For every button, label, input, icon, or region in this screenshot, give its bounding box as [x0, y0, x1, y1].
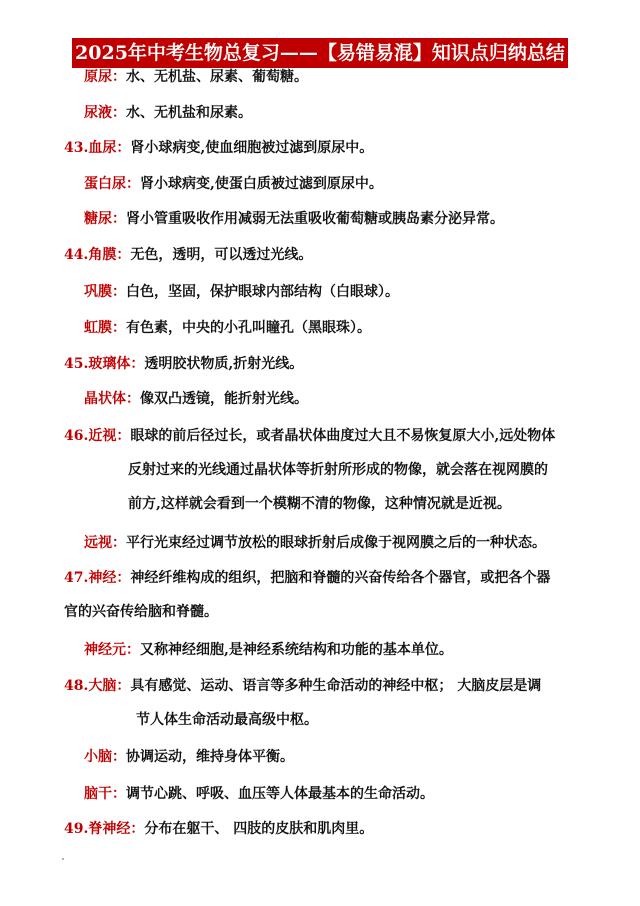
entry-primary-urine — [84, 66, 308, 88]
entry-text: 无色，透明，可以透过光线。 — [130, 247, 313, 263]
entry-myopia-continued: 前方,这样就会看到一个模糊不清的物像，这种情况就是近视。 — [128, 496, 511, 512]
entry-text: 眼球的前后径过长，或者晶状体曲度过大且不易恢复原大小,远处物体 — [130, 428, 556, 444]
entry-nerve — [64, 567, 550, 589]
entry-vitreous-body — [64, 353, 303, 375]
entry-text: 调节心跳、呼吸、血压等人体最基本的生命活动。 — [126, 786, 434, 802]
entry-term: 44.角膜： — [64, 247, 131, 263]
entry-hematuria — [64, 137, 373, 159]
entry-glycosuria — [84, 208, 504, 230]
entry-brainstem — [84, 783, 434, 805]
entry-cerebrum-continued: 节人体生命活动最高级中枢。 — [136, 712, 318, 728]
entry-text: 平行光束经过调节放松的眼球折射后成像于视网膜之后的一种状态。 — [126, 535, 546, 551]
entry-text: 又称神经细胞,是神经系统结构和功能的基本单位。 — [140, 642, 453, 658]
entry-term: 48.大脑： — [64, 678, 131, 694]
entry-sclera — [84, 281, 399, 303]
entry-text: 有色素，中央的小孔叫瞳孔（黑眼珠）。 — [126, 320, 371, 336]
entry-lens — [84, 388, 308, 410]
entry-text: 肾小球病变,使血细胞被过滤到原尿中。 — [130, 140, 374, 156]
entry-term: 46.近视： — [64, 428, 131, 444]
scan-speck — [62, 858, 64, 860]
entry-term: 45.玻璃体： — [64, 356, 145, 372]
entry-term: 糖尿： — [84, 211, 126, 227]
entry-term: 脑干： — [84, 786, 126, 802]
entry-text: 肾小管重吸收作用减弱无法重吸收葡萄糖或胰岛素分泌异常。 — [126, 211, 504, 227]
entry-text: 具有感觉、运动、语言等多种生命活动的神经中枢； 大脑皮层是调 — [130, 678, 542, 694]
entry-term: 蛋白尿： — [84, 176, 140, 192]
entry-spinal-nerve — [64, 818, 373, 840]
entry-term: 神经元： — [84, 642, 140, 658]
entry-term: 巩膜： — [84, 284, 126, 300]
entry-neuron — [84, 639, 453, 661]
entry-text: 水、无机盐、尿素、葡萄糖。 — [126, 69, 308, 85]
entry-text: 分布在躯干、 四肢的皮肤和肌肉里。 — [144, 821, 374, 837]
entry-proteinuria — [84, 173, 383, 195]
entry-nerve-continued: 官的兴奋传给脑和脊髓。 — [64, 604, 218, 620]
entry-term: 原尿： — [84, 69, 126, 85]
entry-text: 白色，坚固，保护眼球内部结构（白眼球）。 — [126, 284, 399, 300]
entry-term: 43.血尿： — [64, 140, 131, 156]
entry-iris — [84, 317, 371, 339]
entry-cerebellum — [84, 746, 294, 768]
entry-term: 47.神经： — [64, 570, 131, 586]
entry-term: 尿液： — [84, 105, 126, 121]
entry-text: 像双凸透镜，能折射光线。 — [140, 391, 308, 407]
entry-urine — [84, 102, 252, 124]
page-title: 2025年中考生物总复习——【易错易混】知识点归纳总结 — [72, 38, 568, 68]
entry-text: 透明胶状物质,折射光线。 — [144, 356, 304, 372]
entry-term: 小脑： — [84, 749, 126, 765]
entry-term: 虹膜： — [84, 320, 126, 336]
entry-hyperopia — [84, 532, 546, 554]
entry-myopia-continued: 反射过来的光线通过晶状体等折射所形成的物像，就会落在视网膜的 — [128, 462, 548, 478]
entry-text: 肾小球病变,使蛋白质被过滤到原尿中。 — [140, 176, 383, 192]
entry-text: 水、无机盐和尿素。 — [126, 105, 252, 121]
entry-text: 协调运动，维持身体平衡。 — [126, 749, 294, 765]
entry-cornea — [64, 244, 312, 266]
entry-cerebrum — [64, 675, 541, 697]
entry-term: 远视： — [84, 535, 126, 551]
entry-myopia — [64, 425, 555, 447]
entry-term: 49.脊神经： — [64, 821, 145, 837]
entry-term: 晶状体： — [84, 391, 140, 407]
entry-text: 神经纤维构成的组织，把脑和脊髓的兴奋传给各个器官，或把各个器 — [130, 570, 551, 586]
